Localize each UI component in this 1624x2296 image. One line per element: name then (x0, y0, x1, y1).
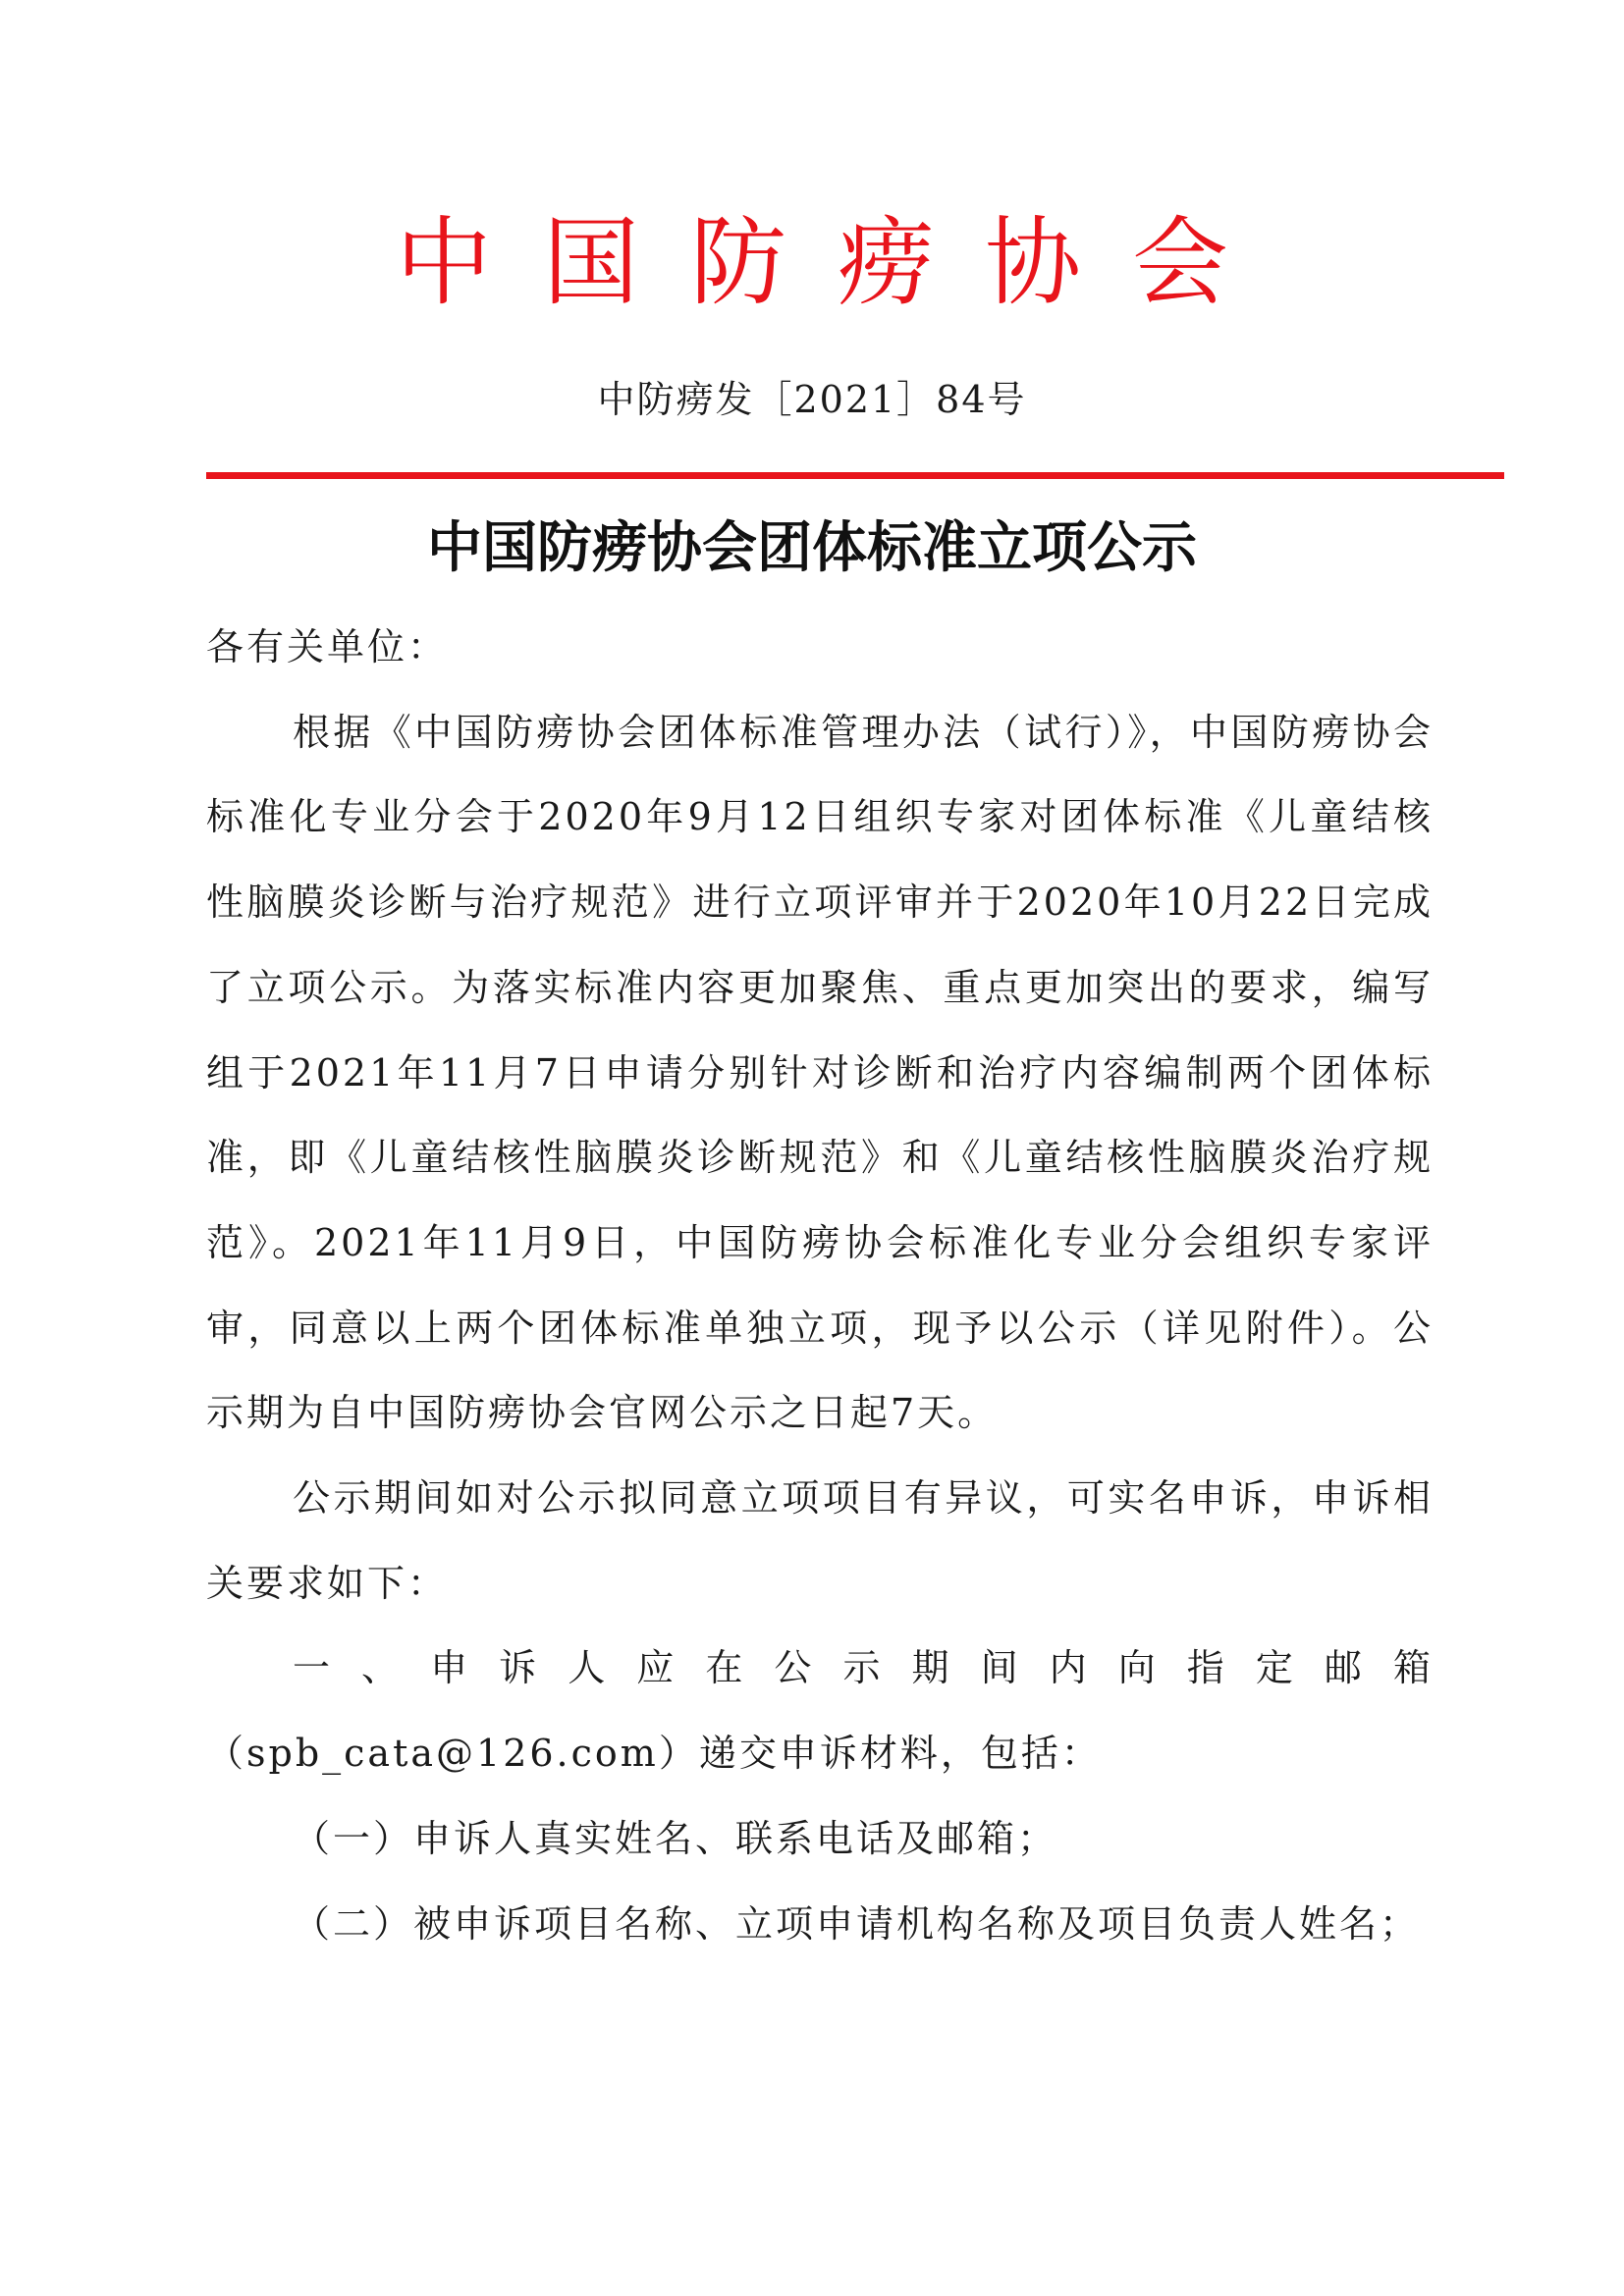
masthead: 中国防痨协会 (395, 207, 1279, 319)
paragraph-requirement-1: 一、申诉人应在公示期间内向指定邮箱（spb_cata@126.com）递交申诉材料，包括： (206, 1646, 1434, 1776)
list-item-2: （二）被申诉项目名称、立项申请机构名称及项目负责人姓名； (293, 1901, 1421, 1946)
salutation: 各有关单位： (206, 625, 449, 668)
paragraph-objection: 公示期间如对公示拟同意立项项目有异议，可实名申诉，申诉相关要求如下： (206, 1476, 1434, 1605)
list-item-1: （一）申诉人真实姓名、联系电话及邮箱； (293, 1816, 1058, 1860)
document-body (206, 605, 1434, 1966)
document-title: 中国防痨协会团体标准立项公示 (427, 515, 1197, 580)
paragraph-basis: 根据《中国防痨协会团体标准管理办法（试行）》，中国防痨协会标准化专业分会于2020年9月12日组织专家对团体标准《儿童结核性脑膜炎诊断与治疗规范》进行立项评审并于2020年10月22日完成了立项公示。为落实标准内容更加聚焦、重点更加突出的要求，编写组于2021年11月7日申请分别针对诊断和治疗内容编制两个团体标准，即《儿童结核性脑膜炎诊断规范》和《儿童结核性脑膜炎治疗规范》。2021年11月9日，中国防痨协会标准化专业分会组织专家评审，同意以上两个团体标准单独立项，现予以公示（详见附件）。公示期为自中国防痨协会官网公示之日起7天。 (206, 710, 1434, 1435)
red-divider (206, 472, 1504, 479)
document-number: 中防痨发［2021］84号 (597, 378, 1027, 421)
